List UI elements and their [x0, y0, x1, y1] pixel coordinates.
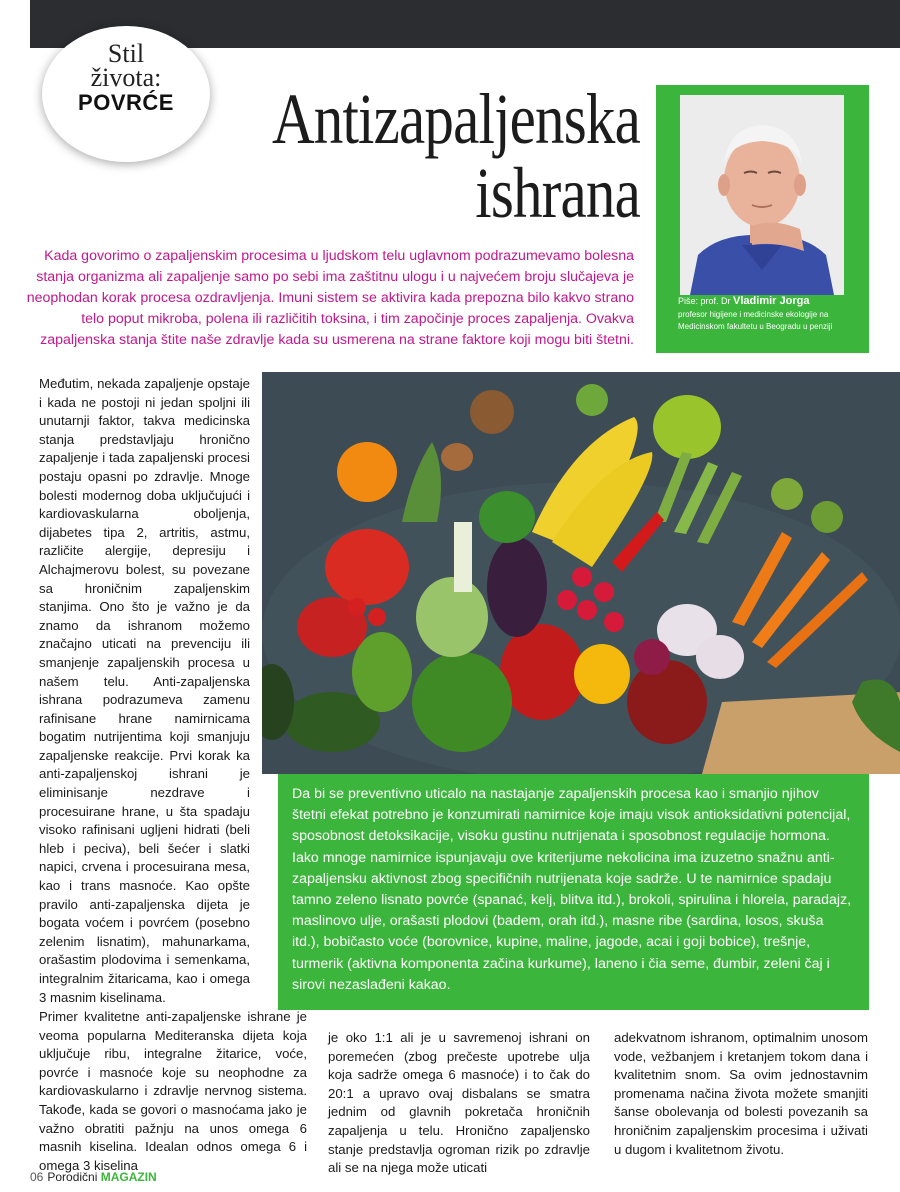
author-caption [678, 293, 858, 333]
section-label-topic: POVRĆE [78, 90, 174, 115]
vegetables-photo [262, 372, 900, 774]
lead-paragraph: Kada govorimo o zapaljenskim procesima u ljudskom telu uglavnom podrazumevamo bolesna stanja organizma ali zapaljenje samo po sebi ima zaštitnu ulogu i u najvećem broju slučajeva je neophodan korak procesa ozdravljenja. Imuni sistem se aktivira kada prepozna bilo kakvo strano telo poput mikroba, polena ili različitih toksina, i tim započinje proces zapaljenja. Ovakva zapaljenska stanja štite naše zdravlje kada su usmerena na strane faktore koji mogu biti štetni. [26, 248, 634, 348]
highlight-box: Da bi se preventivno uticalo na nastajanje zapaljenskih procesa kao i smanjio njihov štetni efekat potrebno je konzumirati namirnice koje imaju visok antioksidativni potencijal, sposobnost detoksikacije, visoku gustinu nutrijenata i sposobnost regulacije hormona. Iako mnoge namirnice ispunjavaju ove kriterijume nekolicina ima izuzetno snažnu anti-zapaljensku aktivnost zbog specifičnih nutrijenata koje sadrže. U te namirnice spadaju tamno zeleno lisnato povrće (spanać, kelj, blitva itd.), brokoli, spirulina i hlorela, paradajz, maslinovo ulje, orašasti plodovi (badem, orah itd.), masne ribe (sardina, losos, skuša itd.), bobičasto voće (borovnice, kupine, maline, jagode, acai i goji bobice), trešnje, turmerik (aktivna komponenta začina kurkume), laneno i čia seme, đumbir, zeleni čaj i sirovi nezaslađeni kakao. [278, 774, 869, 1010]
title-line2: ishrana [475, 153, 640, 233]
author-portrait [680, 95, 844, 295]
page-footer [30, 1170, 157, 1184]
author-name: Vladimir Jorga [733, 295, 810, 307]
vegetables-illustration [262, 372, 900, 774]
body-column-1-top: Međutim, nekada zapaljenje opstaje i kada ne postoji ni jedan spoljni ili unutarnji faktor, takva medicinska stanja predstavljaju hronično zapaljenje i tada zapaljenski procesi postaju opasni po zdravlje. Mnoge bolesti modernog doba uključujući i kardiovaskularna oboljenja, dijabetes tipa 2, artritis, astmu, različite alergije, depresiju i Alchajmerovu bolest, su povezane sa hroničnim zapaljenskim stanjima. Ono što je važno je da znamo da ishranom možemo značajno uticati na prevenciju ili smanjenje zapaljenskih procesa u našem telu. Anti-zapaljenska ishrana podrazumeva zamenu rafinisane hrane namirnicama bogatim nutrijentima koji smanjuju zapaljenske reakcije. Prvi korak ka anti-zapaljenskoj ishrani je eliminisanje nezdrave i procesuirane hrane, u šta spadaju visoko rafinisani ugljeni hidrati (beli hleb i peciva), beli šećer i slatki napici, crvena i procesuirana mesa, kao i trans masnoće. Kao opšte pravilo anti-zapaljenska dijeta je bogata voćem i povrćem (posebno zelenim lisnatim), mahunarkama, orašastim plodovima i semenkama, integralnim žitaricama, kao i omega 3 masnim kiselinama. [39, 376, 250, 1005]
magazine-prefix: Porodični [47, 1170, 98, 1184]
page-number: 06 [30, 1170, 44, 1184]
author-portrait-illustration [680, 95, 844, 295]
article-title [271, 79, 640, 233]
author-role: profesor higijene i medicinske ekologije na Medicinskom fakultetu u Beogradu u penziji [678, 310, 833, 331]
section-label-line1: Stil [107, 39, 145, 68]
author-box [656, 85, 869, 353]
body-column-2: je oko 1:1 ali je u savremenoj ishrani on poremećen (zbog prečeste upotrebe ulja koja sadrže omega 6 masnoće) i to čak do 20:1 a upravo ovaj disbalans se smatra jednim od glavnih pokretača hroničnih zapaljenja u telu. Hronično zapaljensko stanje predstavlja ogroman rizik po zdravlje ali se na njega može uticati [328, 1030, 590, 1176]
author-prefix: Piše: prof. Dr [678, 296, 731, 306]
magazine-name: MAGAZIN [100, 1170, 157, 1184]
section-label-line2: života: [90, 63, 162, 92]
body-column-3: adekvatnom ishranom, optimalnim unosom vode, vežbanjem i kretanjem tokom dana i kvalitetnim snom. Sa ovim jednostavnim promenama načina života možete smanjiti šanse obolevanja od bolesti povezanih sa hroničnim zapaljenskim procesima i uživati u dugom i kvalitetnom životu. [614, 1030, 868, 1157]
body-column-1-bottom: Primer kvalitetne anti-zapaljenske ishrane je veoma popularna Mediteranska dijeta koja uključuje ribu, integralne žitarice, voće, povrće i masnoće koje su neophodne za kardiovaskularno i zdravlje nervnog sistema. Takođe, kada se govori o masnoćama jako je važno obratiti pažnju na unos omega 6 masnih kiselina. Idealan odnos omega 6 i omega 3 kiselina [39, 1009, 307, 1173]
title-line1: Antizapaljenska [271, 79, 640, 159]
section-badge [42, 26, 210, 162]
